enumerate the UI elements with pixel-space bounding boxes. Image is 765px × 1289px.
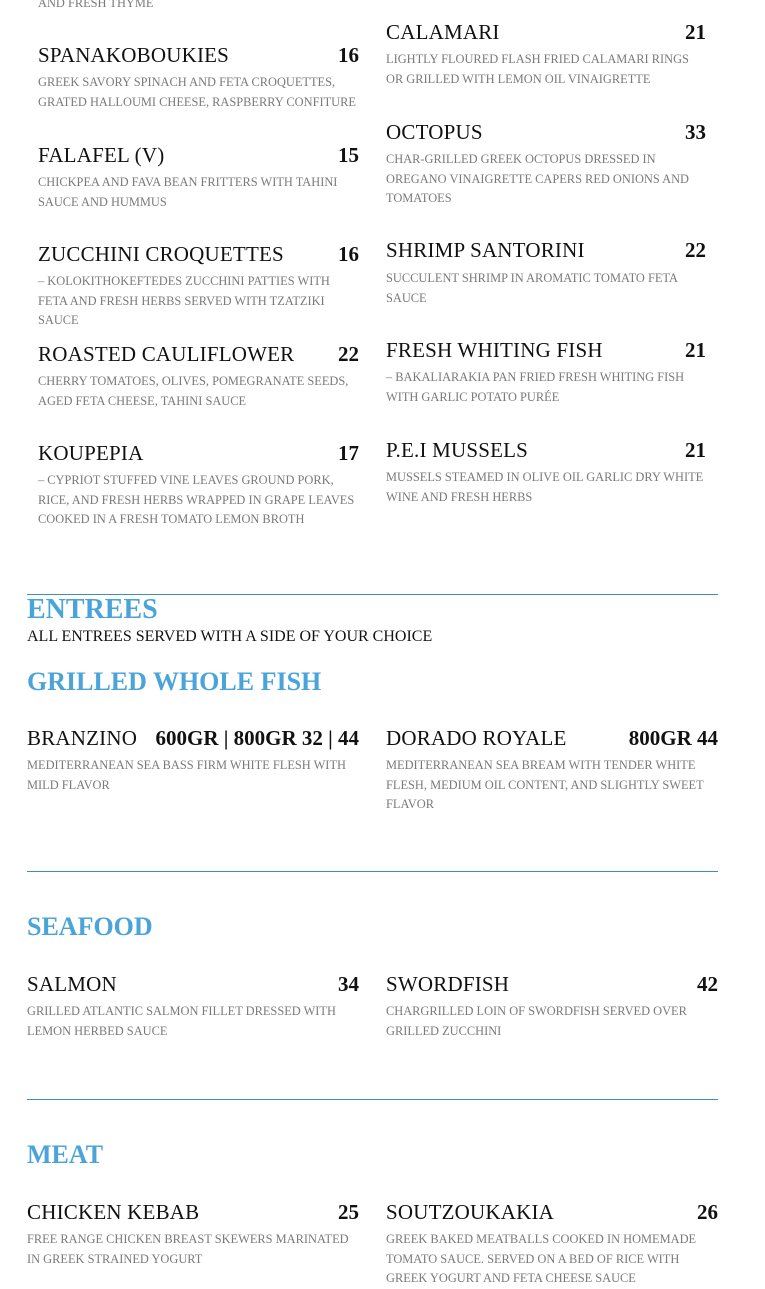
menu-item-name: DORADO ROYALE [386,726,567,750]
menu-item-price: 21 [685,438,706,462]
menu-item-desc: SUCCULENT SHRIMP IN AROMATIC TOMATO FETA SAUCE [386,271,678,305]
menu-item-desc: – KOLOKITHOKEFTEDES ZUCCHINI PATTIES WITH FETA AND FRESH HERBS SERVED WITH TZATZIKI SAUCE [38,274,330,327]
menu-item-price: 22 [338,342,359,366]
section-title-entrees: ENTREES [27,594,158,625]
menu-item-price: 600GR | 800GR 32 | 44 [155,726,359,750]
appetizer-desc-fragment: AND FRESH THYME [38,0,154,10]
menu-item-name: FRESH WHITING FISH [386,338,603,362]
menu-item-name: SWORDFISH [386,972,510,996]
menu-item-name: CALAMARI [386,20,500,44]
menu-item-name: ROASTED CAULIFLOWER [38,342,295,366]
menu-item-name: CHICKEN KEBAB [27,1200,200,1224]
menu-item-name: SALMON [27,972,117,996]
menu-item-price: 21 [685,338,706,362]
subsection-title-seafood: SEAFOOD [27,912,153,941]
menu-item-name: ZUCCHINI CROQUETTES [38,242,284,266]
menu-item-price: 42 [697,972,718,996]
menu-item-desc: CHARGRILLED LOIN OF SWORDFISH SERVED OVER GRILLED ZUCCHINI [386,1004,687,1038]
menu-item-desc: – CYPRIOT STUFFED VINE LEAVES GROUND PORK, RICE, AND FRESH HERBS WRAPPED IN GRAPE LEAVES COOKED IN A FRESH TOMATO LEMON BROTH [38,473,355,526]
menu-item-name: BRANZINO [27,726,138,750]
subsection-title-grilled-whole-fish: GRILLED WHOLE FISH [27,667,322,696]
menu-item-price: 33 [685,120,706,144]
menu-item-name: P.E.I MUSSELS [386,438,529,462]
menu-item-desc: GREEK SAVORY SPINACH AND FETA CROQUETTES, GRATED HALLOUMI CHEESE, RASPBERRY CONFITURE [38,75,356,109]
menu-item-price: 16 [338,43,359,67]
menu-item-desc: – BAKALIARAKIA PAN FRIED FRESH WHITING FISH WITH GARLIC POTATO PURÉE [386,370,685,404]
menu-item-price: 800GR 44 [628,726,718,750]
menu-item-desc: GRILLED ATLANTIC SALMON FILLET DRESSED WITH LEMON HERBED SAUCE [27,1004,336,1038]
menu-item-desc: GREEK BAKED MEATBALLS COOKED IN HOMEMADE TOMATO SAUCE. SERVED ON A BED OF RICE WITH GREEK YOGURT AND FETA CHEESE SAUCE [386,1232,697,1285]
menu-item-desc: CHICKPEA AND FAVA BEAN FRITTERS WITH TAHINI SAUCE AND HUMMUS [38,175,338,209]
menu-item-price: 25 [338,1200,359,1224]
section-divider [27,871,718,872]
menu-item-name: SPANAKOBOUKIES [38,43,230,67]
menu-item-price: 26 [697,1200,718,1224]
menu-item-desc: FREE RANGE CHICKEN BREAST SKEWERS MARINATED IN GREEK STRAINED YOGURT [27,1232,349,1266]
menu-item-desc: LIGHTLY FLOURED FLASH FRIED CALAMARI RINGS OR GRILLED WITH LEMON OIL VINAIGRETTE [386,52,689,86]
menu-item-price: 16 [338,242,359,266]
menu-item-name: SHRIMP SANTORINI [386,238,585,262]
menu-item-name: SOUTZOUKAKIA [386,1200,555,1224]
subsection-title-meat: MEAT [27,1140,104,1169]
menu-item-name: FALAFEL (V) [38,143,165,167]
menu-item-desc: MUSSELS STEAMED IN OLIVE OIL GARLIC DRY WHITE WINE AND FRESH HERBS [386,470,704,504]
menu-item-desc: MEDITERRANEAN SEA BREAM WITH TENDER WHITE FLESH, MEDIUM OIL CONTENT, AND SLIGHTLY SWEET FLAVOR [386,758,704,811]
section-divider [27,1099,718,1100]
menu-item-desc: MEDITERRANEAN SEA BASS FIRM WHITE FLESH WITH MILD FLAVOR [27,758,346,792]
menu-item-price: 15 [338,143,359,167]
menu-item-price: 21 [685,20,706,44]
menu-item-desc: CHERRY TOMATOES, OLIVES, POMEGRANATE SEEDS, AGED FETA CHEESE, TAHINI SAUCE [38,374,349,408]
menu-item-name: KOUPEPIA [38,441,144,465]
entrees-note: ALL ENTREES SERVED WITH A SIDE OF YOUR CHOICE [27,628,433,645]
menu-item-price: 17 [338,441,359,465]
menu-item-name: OCTOPUS [386,120,483,144]
menu-item-price: 22 [685,238,706,262]
menu-item-desc: CHAR-GRILLED GREEK OCTOPUS DRESSED IN OREGANO VINAIGRETTE CAPERS RED ONIONS AND TOMATOES [386,152,690,205]
menu-item-price: 34 [338,972,359,996]
